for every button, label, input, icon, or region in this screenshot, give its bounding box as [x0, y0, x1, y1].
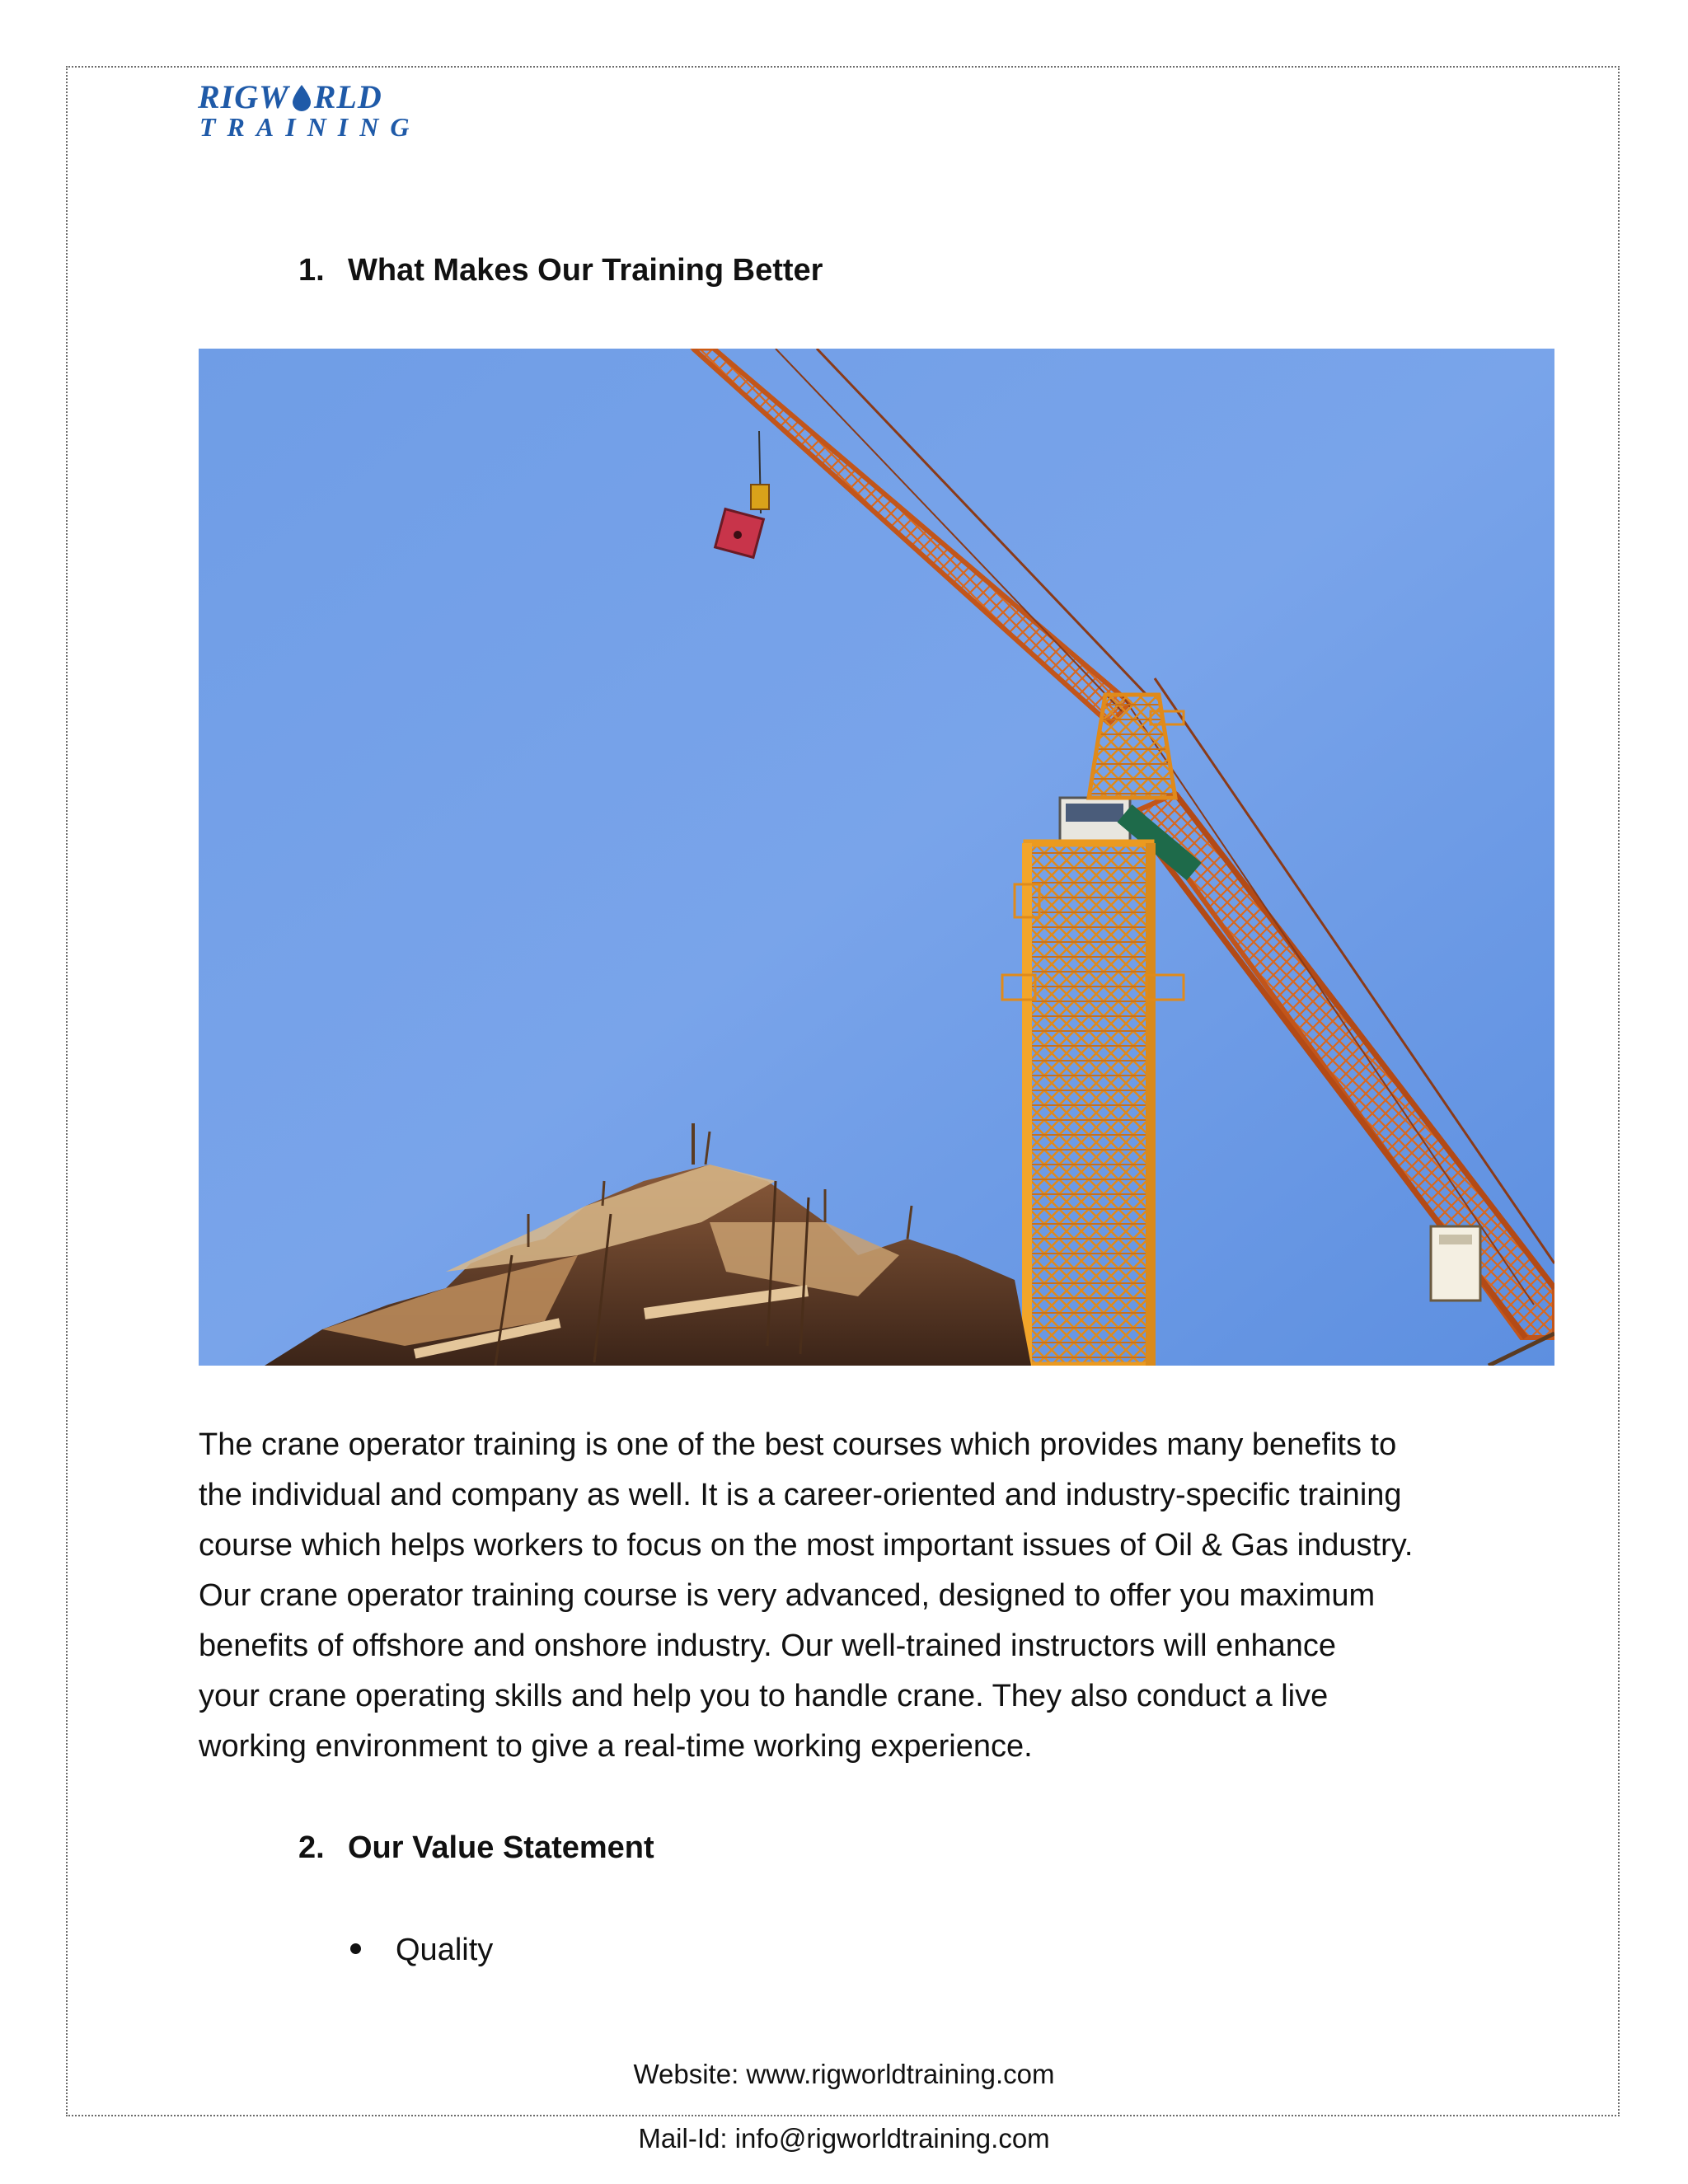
crane-illustration [199, 349, 1554, 1366]
body-paragraph [199, 1420, 1567, 1772]
section-title: Our Value Statement [348, 1830, 654, 1865]
tower-crane-photo [199, 349, 1554, 1366]
rigworld-training-logo [198, 78, 421, 143]
section-number: 2. [298, 1830, 325, 1865]
bullet-list-item [350, 1931, 493, 1969]
body-line: The crane operator training is one of the best courses which provides many benefits to [199, 1427, 1397, 1462]
footer-mail: Mail-Id: info@rigworldtraining.com [638, 2123, 1050, 2154]
footer-website: Website: www.rigworldtraining.com [633, 2059, 1055, 2089]
logo-top-left: RIGW [198, 78, 289, 115]
section-number: 1. [298, 253, 325, 288]
bullet-text: Quality [396, 1933, 494, 1967]
body-line: working environment to give a real-time working experience. [199, 1729, 1033, 1764]
logo-top-word [198, 78, 382, 115]
logo-drop-icon [290, 83, 313, 111]
logo-bottom-word: TRAINING [199, 112, 421, 142]
bullet-icon [350, 1943, 361, 1954]
body-line: benefits of offshore and onshore industry. Our well-trained instructors will enhance [199, 1629, 1336, 1663]
section-heading-2 [298, 1829, 654, 1867]
logo-top-right: RLD [313, 78, 382, 115]
section-title: What Makes Our Training Better [348, 253, 823, 288]
body-line: Our crane operator training course is very advanced, designed to offer you maximum [199, 1578, 1376, 1613]
body-line: the individual and company as well. It is a career-oriented and industry-specific training [199, 1478, 1402, 1512]
section-heading-1 [298, 251, 823, 289]
body-line: course which helps workers to focus on the most important issues of Oil & Gas industry. [199, 1528, 1414, 1563]
body-line: your crane operating skills and help you to handle crane. They also conduct a live [199, 1679, 1329, 1713]
